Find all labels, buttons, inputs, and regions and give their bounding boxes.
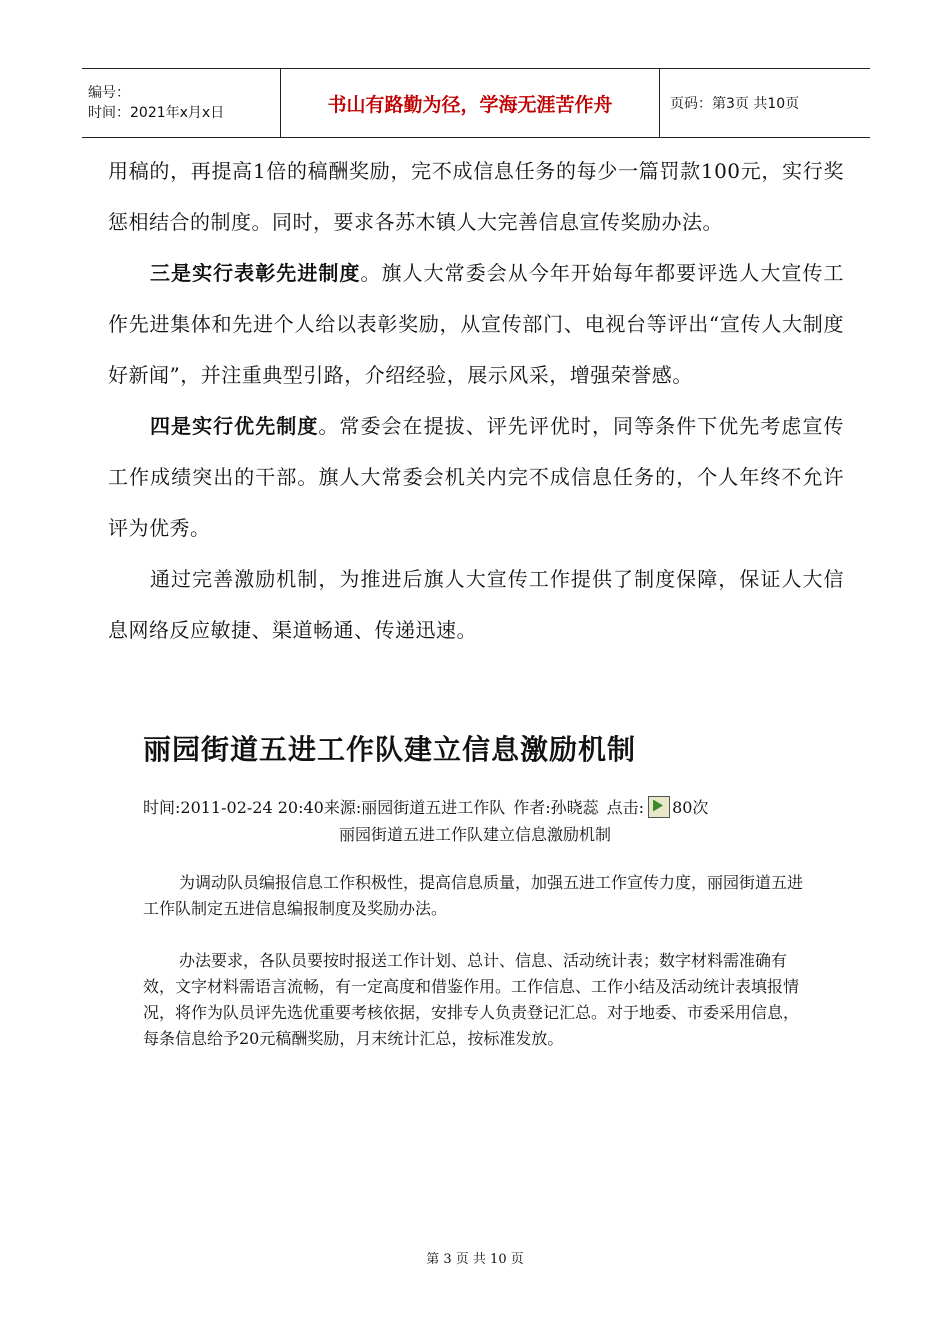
paragraph-2-heading: 三是实行表彰先进制度 xyxy=(150,261,361,285)
header-motto-cell xyxy=(280,69,660,137)
paragraph-2-text: 。旗人大常委会从今年开始每年都要评选人大宣传工作先进集体和先进个人给以表彰奖励，从宣传部门、电视台等评出“宣传人大制度好新闻”，并注重典型引路，介绍经验，展示风采，增强荣誉感。 xyxy=(108,261,844,387)
article-paragraph-1: 为调动队员编报信息工作积极性，提高信息质量，加强五进工作宣传力度，丽园街道五进工作队制定五进信息编报制度及奖励办法。 xyxy=(143,873,804,918)
number-label: 编号： xyxy=(88,85,130,101)
meta-clicks-value: 80次 xyxy=(672,798,709,817)
paragraph-1: 用稿的，再提高1倍的稿酬奖励，完不成信息任务的每少一篇罚款100元，实行奖惩相结合的制度。同时，要求各苏木镇人大完善信息宣传奖励办法。 xyxy=(108,159,844,234)
article-meta xyxy=(143,795,708,818)
paragraph-2 xyxy=(108,248,844,401)
section-body xyxy=(108,146,844,656)
meta-author: 作者:孙晓蕊 xyxy=(513,798,599,817)
date-label: 时间：2021年x月x日 xyxy=(88,105,225,121)
header-motto: 书山有路勤为径，学海无涯苦作舟 xyxy=(327,93,613,116)
article-paragraph-2: 办法要求，各队员要按时报送工作计划、总计、信息、活动统计表；数字材料需准确有效，文字材料需语言流畅，有一定高度和借鉴作用。工作信息、工作小结及活动统计表填报情况，将作为队员评先选优重要考核依据，安排专人负责登记汇总。对于地委、市委采用信息，每条信息给予20元稿酬奖励，月末统计汇总，按标准发放。 xyxy=(143,951,800,1048)
header-meta xyxy=(82,69,280,137)
paragraph-3-text: 。常委会在提拔、评先评优时，同等条件下优先考虑宣传工作成绩突出的干部。旗人大常委会机关内完不成信息任务的，个人年终不允许评为优秀。 xyxy=(108,414,844,540)
article-title: 丽园街道五进工作队建立信息激励机制 xyxy=(143,733,637,766)
article-subtitle: 丽园街道五进工作队建立信息激励机制 xyxy=(338,825,611,844)
page-footer: 第 3 页 共 10 页 xyxy=(426,1252,524,1267)
meta-time: 时间:2011-02-24 20:40 xyxy=(143,798,324,817)
header-page-info: 页码：第3页 共10页 xyxy=(670,96,800,112)
paragraph-3-heading: 四是实行优先制度 xyxy=(150,414,319,438)
meta-source: 来源:丽园街道五进工作队 xyxy=(323,798,506,817)
paragraph-3 xyxy=(108,401,844,554)
click-counter-icon xyxy=(648,796,670,818)
paragraph-4: 通过完善激励机制，为推进后旗人大宣传工作提供了制度保障，保证人大信息网络反应敏捷、渠道畅通、传递迅速。 xyxy=(108,567,844,642)
page-header xyxy=(82,68,870,138)
meta-clicks-label: 点击: xyxy=(606,798,645,817)
article-body xyxy=(143,870,803,1052)
